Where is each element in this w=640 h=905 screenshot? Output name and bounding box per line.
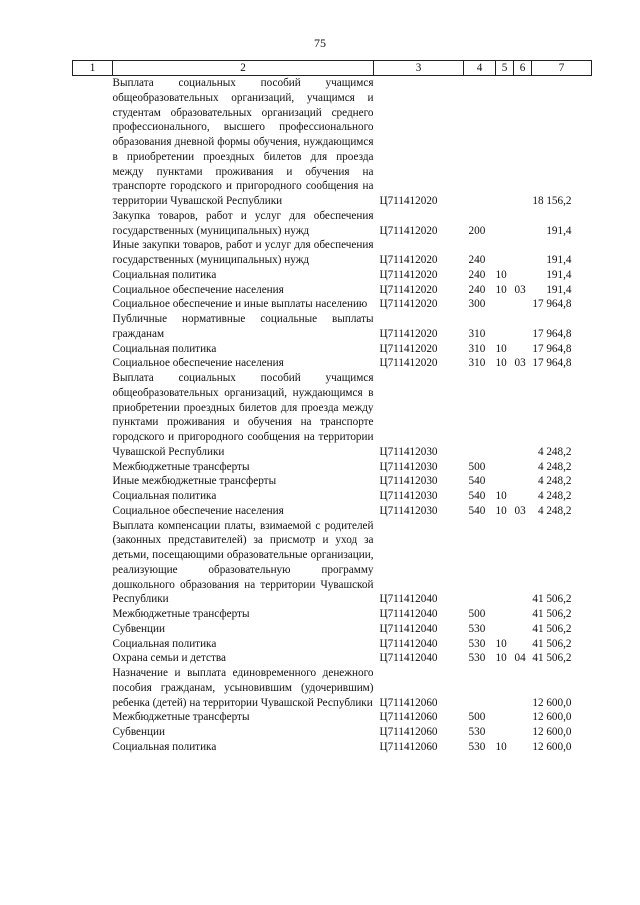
row-number-cell (73, 489, 113, 504)
target-article-code: Ц711412060 (379, 711, 438, 724)
target-article-code: Ц711412020 (379, 283, 438, 296)
section-code (496, 519, 514, 608)
expense-type-code (464, 76, 496, 209)
expense-type-code (464, 371, 496, 460)
table-row (73, 312, 592, 342)
section-code (496, 460, 514, 475)
amount: 12 600,0 (532, 696, 572, 709)
table-row (73, 268, 592, 283)
table-row (73, 238, 592, 268)
target-article-code: Ц711412020 (379, 357, 438, 370)
row-name: Межбюджетные трансферты (112, 608, 250, 620)
target-article-code: Ц711412040 (379, 608, 438, 620)
expense-type-code: 540 (468, 475, 486, 488)
section-code (496, 474, 514, 489)
row-number-cell (73, 725, 113, 740)
table-row (73, 710, 592, 725)
row-number-cell (73, 651, 113, 666)
subsection-code (514, 725, 532, 740)
row-name: Социальная политика (112, 740, 217, 753)
row-name: Выплата компенсации платы, взимаемой с родителей (законных представителей) за присмотр и уход за детьми, посещающими образовательные организации, реализующие образовательную программу дошкольного образования на территории Чувашской Республики (112, 519, 374, 606)
amount: 41 506,2 (532, 622, 572, 635)
amount: 191,4 (546, 254, 572, 266)
column-number-row (73, 61, 592, 76)
column-header: 5 (496, 61, 514, 76)
subsection-code (514, 637, 532, 652)
row-name: Социальное обеспечение населения (112, 504, 284, 517)
table-row (73, 504, 592, 519)
subsection-code (514, 268, 532, 283)
section-code: 10 (495, 283, 507, 296)
table-row (73, 297, 592, 312)
row-number-cell (73, 209, 113, 239)
row-name: Социальная политика (112, 490, 217, 502)
table-row (73, 342, 592, 357)
section-code: 10 (495, 637, 507, 650)
expense-type-code: 300 (468, 298, 486, 311)
page-number: 75 (314, 36, 326, 50)
expense-type-code: 310 (468, 357, 486, 370)
target-article-code: Ц711412030 (379, 504, 438, 517)
subsection-code (514, 209, 532, 239)
expense-type-code: 540 (468, 504, 486, 517)
amount: 4 248,2 (537, 490, 572, 502)
amount: 41 506,2 (532, 637, 572, 650)
row-number-cell (73, 283, 113, 298)
table-row (73, 460, 592, 475)
row-name: Охрана семьи и детства (112, 652, 226, 665)
row-name: Социальное обеспечение и иные выплаты населению (112, 298, 368, 311)
row-number-cell (73, 356, 113, 371)
expense-type-code: 530 (468, 726, 486, 738)
expense-type-code: 500 (468, 711, 486, 724)
subsection-code (514, 460, 532, 475)
table-row (73, 489, 592, 504)
table-row (73, 622, 592, 637)
row-number-cell (73, 297, 113, 312)
subsection-code (514, 666, 532, 710)
subsection-code (514, 312, 532, 342)
amount: 191,4 (546, 224, 572, 237)
amount: 191,4 (546, 283, 572, 296)
row-number-cell (73, 268, 113, 283)
row-name: Закупка товаров, работ и услуг для обеспечения государственных (муниципальных) нужд (112, 209, 374, 237)
row-name: Иные межбюджетные трансферты (112, 475, 277, 488)
row-number-cell (73, 519, 113, 608)
row-number-cell (73, 371, 113, 460)
target-article-code: Ц711412060 (379, 726, 438, 738)
expense-type-code: 500 (468, 460, 486, 473)
target-article-code: Ц711412020 (379, 342, 438, 355)
section-code: 10 (495, 342, 507, 355)
row-name: Назначение и выплата единовременного денежного пособия гражданам, усыновившим (удочерившим) ребенка (детей) на территории Чувашской Республики (112, 667, 374, 709)
target-article-code: Ц711412040 (379, 652, 438, 665)
section-code (496, 666, 514, 710)
amount: 41 506,2 (532, 593, 572, 606)
section-code (496, 297, 514, 312)
section-code (496, 209, 514, 239)
table-row (73, 607, 592, 622)
row-name: Выплата социальных пособий учащимся общеобразовательных организаций, учащимся и студентам образовательных организаций среднего профессионального, высшего профессионального образования дневной формы обучения, нуждающимся в приобретении проездных билетов для проезда между пунктами проживания и обучения на транспорте городского и пригородного сообщения на территории Чувашской Республики (112, 77, 374, 207)
target-article-code: Ц711412030 (379, 445, 438, 458)
section-code (496, 238, 514, 268)
amount: 4 248,2 (537, 445, 572, 458)
section-code (496, 76, 514, 209)
target-article-code: Ц711412060 (379, 740, 438, 753)
amount: 191,4 (546, 268, 572, 281)
expense-type-code (464, 519, 496, 608)
table-row (73, 76, 592, 209)
subsection-code: 03 (514, 504, 526, 517)
section-code: 10 (495, 652, 507, 665)
amount: 18 156,2 (532, 195, 572, 207)
amount: 17 964,8 (532, 327, 572, 340)
target-article-code: Ц711412030 (379, 490, 438, 502)
row-name: Субвенции (112, 726, 165, 738)
expense-type-code (464, 666, 496, 710)
row-number-cell (73, 666, 113, 710)
column-header: 4 (464, 61, 496, 76)
section-code (496, 312, 514, 342)
subsection-code (514, 489, 532, 504)
expense-type-code: 530 (468, 740, 486, 753)
target-article-code: Ц711412020 (379, 254, 438, 266)
table-row (73, 637, 592, 652)
row-number-cell (73, 238, 113, 268)
expense-type-code: 240 (468, 254, 486, 266)
section-code (496, 607, 514, 622)
expense-type-code: 310 (468, 342, 486, 355)
target-article-code: Ц711412060 (379, 696, 438, 709)
table-row (73, 356, 592, 371)
row-name: Выплата социальных пособий учащимся общеобразовательных организаций, нуждающимся в приобретении проездных билетов для проезда между пунктами проживания и обучения на транспорте городского и пригородного сообщения на территории Чувашской Республики (112, 372, 374, 458)
subsection-code (514, 740, 532, 755)
amount: 41 506,2 (532, 608, 572, 620)
amount: 4 248,2 (537, 475, 572, 488)
section-code (496, 710, 514, 725)
row-name: Публичные нормативные социальные выплаты гражданам (112, 313, 374, 340)
table-row (73, 725, 592, 740)
target-article-code: Ц711412040 (379, 593, 438, 606)
section-code (496, 622, 514, 637)
subsection-code (514, 607, 532, 622)
section-code: 10 (495, 357, 507, 370)
subsection-code (514, 342, 532, 357)
subsection-code (514, 622, 532, 637)
row-name: Межбюджетные трансферты (112, 460, 250, 473)
subsection-code (514, 238, 532, 268)
table-row (73, 371, 592, 460)
target-article-code: Ц711412040 (379, 622, 438, 635)
amount: 17 964,8 (532, 357, 572, 370)
amount: 12 600,0 (532, 740, 572, 753)
amount: 12 600,0 (532, 711, 572, 724)
table-row (73, 666, 592, 710)
subsection-code (514, 519, 532, 608)
row-name: Социальная политика (112, 637, 217, 650)
row-name: Иные закупки товаров, работ и услуг для обеспечения государственных (муниципальных) нужд (112, 239, 374, 266)
column-header: 7 (532, 61, 592, 76)
row-name: Межбюджетные трансферты (112, 711, 250, 724)
row-number-cell (73, 342, 113, 357)
amount: 4 248,2 (537, 504, 572, 517)
expense-type-code: 240 (468, 283, 486, 296)
row-name: Социальное обеспечение населения (112, 283, 284, 296)
expense-type-code: 500 (468, 608, 486, 620)
target-article-code: Ц711412020 (379, 298, 438, 311)
table-row (73, 209, 592, 239)
expense-type-code: 240 (468, 268, 486, 281)
section-code (496, 725, 514, 740)
amount: 12 600,0 (532, 726, 572, 738)
row-number-cell (73, 76, 113, 209)
subsection-code (514, 474, 532, 489)
subsection-code: 03 (514, 357, 526, 370)
target-article-code: Ц711412030 (379, 475, 438, 488)
target-article-code: Ц711412020 (379, 224, 438, 237)
table-row (73, 283, 592, 298)
row-number-cell (73, 312, 113, 342)
row-name: Социальная политика (112, 268, 217, 281)
amount: 4 248,2 (537, 460, 572, 473)
subsection-code (514, 710, 532, 725)
subsection-code: 04 (514, 652, 526, 665)
target-article-code: Ц711412030 (379, 460, 438, 473)
section-code: 10 (495, 504, 507, 517)
row-number-cell (73, 740, 113, 755)
subsection-code (514, 371, 532, 460)
target-article-code: Ц711412040 (379, 637, 438, 650)
table-row (73, 740, 592, 755)
column-header: 1 (73, 61, 113, 76)
expense-type-code: 310 (468, 327, 486, 340)
section-code (496, 371, 514, 460)
table-row (73, 474, 592, 489)
row-number-cell (73, 607, 113, 622)
row-number-cell (73, 460, 113, 475)
expense-type-code: 530 (468, 652, 486, 665)
row-number-cell (73, 474, 113, 489)
amount: 41 506,2 (532, 652, 572, 665)
amount: 17 964,8 (532, 298, 572, 311)
section-code: 10 (495, 740, 507, 753)
target-article-code: Ц711412020 (379, 195, 438, 207)
table-row (73, 651, 592, 666)
row-number-cell (73, 622, 113, 637)
expense-type-code: 530 (468, 622, 486, 635)
row-number-cell (73, 710, 113, 725)
expense-type-code: 540 (468, 490, 486, 502)
row-name: Социальная политика (112, 342, 217, 355)
row-number-cell (73, 637, 113, 652)
row-number-cell (73, 504, 113, 519)
table-row (73, 519, 592, 608)
expense-type-code: 530 (468, 637, 486, 650)
column-header: 6 (514, 61, 532, 76)
column-header: 2 (113, 61, 374, 76)
expense-type-code: 200 (468, 224, 486, 237)
target-article-code: Ц711412020 (379, 327, 438, 340)
row-name: Субвенции (112, 622, 165, 635)
target-article-code: Ц711412020 (379, 268, 438, 281)
column-header: 3 (374, 61, 464, 76)
section-code: 10 (495, 490, 507, 502)
row-name: Социальное обеспечение населения (112, 357, 284, 370)
budget-table (72, 60, 592, 755)
subsection-code: 03 (514, 283, 526, 296)
subsection-code (514, 297, 532, 312)
amount: 17 964,8 (532, 342, 572, 355)
table-body (73, 76, 592, 755)
subsection-code (514, 76, 532, 209)
section-code: 10 (495, 268, 507, 281)
